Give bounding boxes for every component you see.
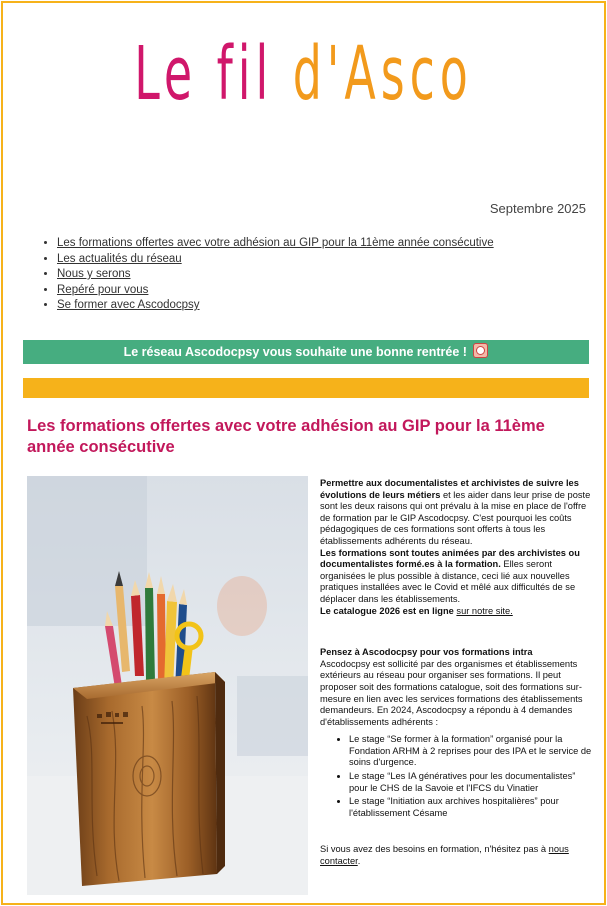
article-paragraph: [320, 548, 592, 606]
article-paragraph: [320, 606, 592, 618]
newsletter-title: [117, 31, 490, 117]
paragraph-text: et les aider dans leur prise de poste sont les deux raisons qui ont prévalu à la mise en place de l'offre de formation par le GIP Ascodocpsy. C'est pourquoi les coûts pédagogiques de ces formations sont offerts à tous les établissements adhérents du réseau.: [320, 489, 591, 546]
title-part-fil: Le fil: [134, 31, 274, 117]
welcome-banner-text: Le réseau Ascodocpsy vous souhaite une bonne rentrée !: [123, 345, 467, 359]
article-title: Les formations offertes avec votre adhésion au GIP pour la 11ème année consécutive: [27, 417, 545, 456]
article-paragraph: [320, 647, 592, 659]
list-item: • Le stage “Les IA génératives pour les documentalistes” pour le CHS de la Savoie et l'IFCS du Vinatier: [349, 771, 592, 794]
article-paragraph: [320, 478, 592, 548]
table-of-contents: [43, 236, 494, 314]
pencil-holder-photo: [27, 476, 308, 895]
spacer: [320, 617, 592, 647]
closing-paragraph: [320, 844, 592, 867]
toc-link-actualites[interactable]: Les actualités du réseau: [57, 252, 182, 265]
title-part-asco: d'Asco: [292, 31, 473, 117]
training-list: [320, 734, 592, 819]
toc-item: [57, 236, 494, 252]
newsletter-frame: [1, 1, 606, 905]
toc-item: [57, 252, 494, 268]
toc-item: [57, 283, 494, 299]
bold-text: Les formations sont toutes animées par des archivistes ou documentalistes formé.es à la formation.: [320, 547, 580, 570]
paragraph-text: Si vous avez des besoins en formation, n'hésitez pas à: [320, 844, 549, 855]
issue-date: Septembre 2025: [489, 201, 586, 216]
list-item: • Le stage “Initiation aux archives hospitalières” pour l'établissement Césame: [349, 796, 592, 819]
catalogue-link[interactable]: sur notre site.: [456, 605, 513, 616]
article-paragraph: Ascodocpsy est sollicité par des organismes et établissements extérieurs au réseau pour organiser ses formations. Il peut proposer soit des formations catalogue, soit des formations sur-mesure en lien avec les services formations des établissements demandeurs. En 2024, Ascodocpsy a répondu à 4 demandes d'établissements adhérents :: [320, 658, 583, 727]
toc-link-formations[interactable]: Les formations offertes avec votre adhésion au GIP pour la 11ème année consécutive: [57, 237, 494, 249]
welcome-banner: [23, 340, 589, 364]
bold-text: Pensez à Ascodocpsy pour vos formations intra: [320, 647, 533, 658]
contact-link[interactable]: nous contacter: [320, 844, 569, 867]
bold-text: Le catalogue 2026 est en ligne: [320, 605, 457, 616]
toc-link-se-former[interactable]: Se former avec Ascodocpsy: [57, 299, 200, 311]
bold-text: Permettre aux documentalistes et archivistes de suivre les évolutions de leurs métiers: [320, 478, 579, 500]
toc-item: [57, 298, 494, 314]
article-body: [320, 478, 592, 868]
paragraph-text: .: [357, 856, 361, 867]
toc-link-nous-y-serons[interactable]: Nous y serons: [57, 268, 131, 280]
toc-item: [57, 267, 494, 283]
alarm-clock-icon: [473, 343, 488, 358]
toc-link-repere[interactable]: Repéré pour vous: [57, 283, 149, 296]
paragraph-text: Elles seront organisées le plus possible à distance, ceci lié aux nouvelles pratiques installées avec le Covid et mêlé aux difficultés de se déplacer dans les établissements.: [320, 559, 576, 604]
spacer: [320, 821, 592, 844]
list-item: • Le stage “Se former à la formation” organisé pour la Fondation ARHM à 2 reprises pour des IPA et le service de soins d'urgence.: [349, 734, 592, 769]
section-divider: [23, 378, 589, 398]
